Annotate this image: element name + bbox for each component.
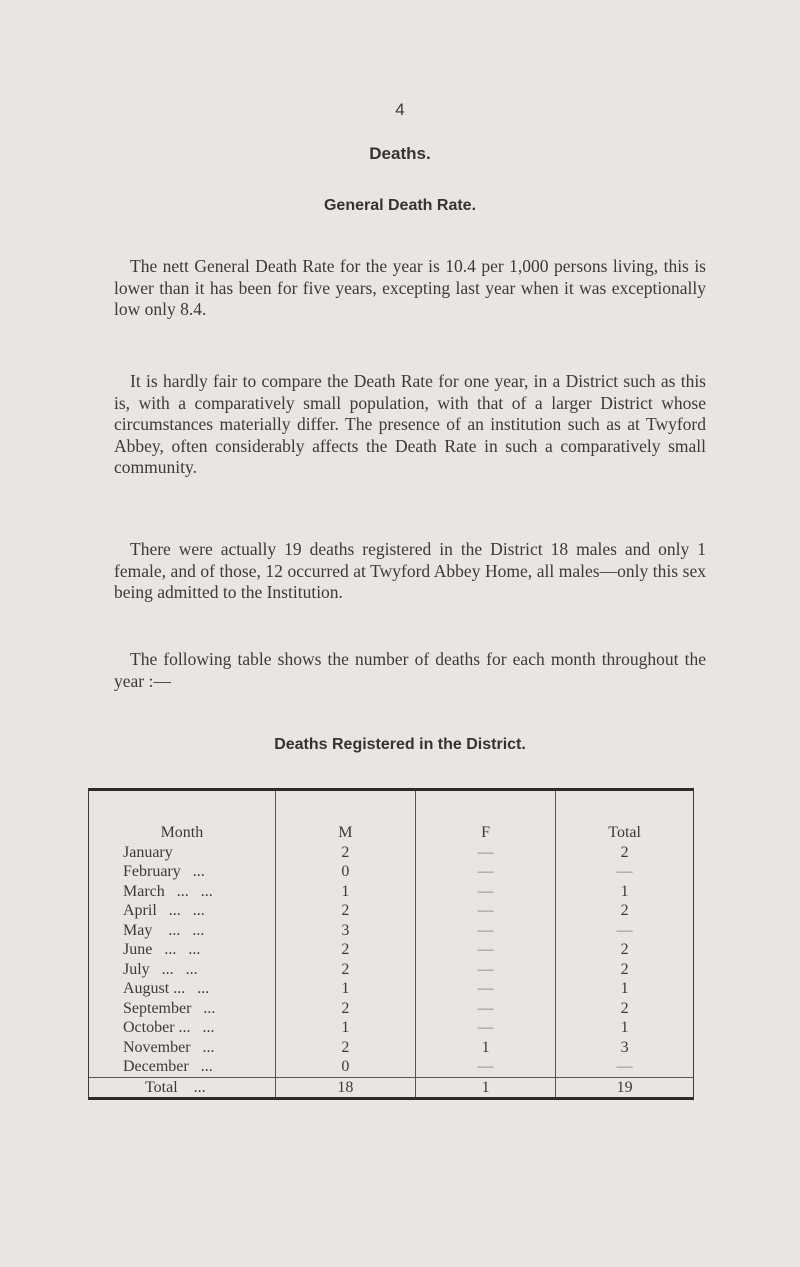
row-f: — — [416, 882, 556, 902]
row-m: 1 — [275, 979, 415, 999]
row-m: 2 — [275, 999, 415, 1019]
row-total: 2 — [556, 999, 693, 1019]
header-f: F — [416, 791, 556, 843]
row-f: 1 — [416, 1038, 556, 1058]
row-total: — — [556, 862, 693, 882]
row-m: 0 — [275, 1057, 415, 1077]
row-f: — — [416, 901, 556, 921]
table-row — [89, 1057, 693, 1077]
row-m: 0 — [275, 862, 415, 882]
row-m: 1 — [275, 882, 415, 902]
row-month: April ... ... — [123, 902, 205, 919]
row-m: 2 — [275, 960, 415, 980]
header-m: M — [275, 791, 415, 843]
paragraph-text: There were actually 19 deaths registered in the District 18 males and only 1 female, and of those, 12 occurred at Twyford Abbey Home, all males—only this sex being admitted to the Institution. — [114, 539, 706, 602]
paragraph-comparison — [114, 371, 706, 479]
row-month: October ... ... — [123, 1019, 215, 1036]
table-row — [89, 862, 693, 882]
row-total: 2 — [556, 940, 693, 960]
table-header-row — [89, 791, 693, 843]
row-month: August ... ... — [123, 980, 210, 997]
page-number: 4 — [395, 100, 405, 119]
total-m: 18 — [275, 1077, 415, 1097]
total-label: Total ... — [89, 1077, 275, 1097]
row-f: — — [416, 940, 556, 960]
row-total: — — [556, 921, 693, 941]
row-total: — — [556, 1057, 693, 1077]
table-row — [89, 999, 693, 1019]
table-title: Deaths Registered in the District. — [274, 736, 526, 753]
table-row — [89, 843, 693, 863]
row-f: — — [416, 1018, 556, 1038]
row-total: 2 — [556, 843, 693, 863]
row-month: September ... — [123, 999, 216, 1017]
row-f: — — [416, 999, 556, 1019]
deaths-table — [88, 788, 694, 1100]
deaths-table-grid — [89, 791, 693, 1097]
table-row — [89, 882, 693, 902]
section-title: Deaths. — [369, 144, 431, 163]
total-total: 19 — [556, 1077, 693, 1097]
paragraph-death-rate — [114, 256, 706, 321]
table-row — [89, 1038, 693, 1058]
table-row — [89, 921, 693, 941]
row-total: 1 — [556, 882, 693, 902]
paragraph-text: The following table shows the number of deaths for each month throughout the year :— — [114, 649, 706, 691]
row-total: 2 — [556, 960, 693, 980]
row-month: December ... — [123, 1058, 213, 1075]
row-m: 2 — [275, 940, 415, 960]
header-total: Total — [556, 791, 693, 843]
row-m: 3 — [275, 921, 415, 941]
row-total: 1 — [556, 1018, 693, 1038]
row-total: 2 — [556, 901, 693, 921]
total-f: 1 — [416, 1077, 556, 1097]
row-month: June ... ... — [123, 941, 201, 958]
table-row — [89, 960, 693, 980]
row-f: — — [416, 862, 556, 882]
table-row — [89, 940, 693, 960]
row-month: March ... ... — [123, 882, 213, 900]
paragraph-table-intro — [114, 649, 706, 692]
row-total: 1 — [556, 979, 693, 999]
row-month: May ... ... — [123, 921, 205, 939]
row-month: November ... — [123, 1038, 215, 1056]
row-m: 2 — [275, 901, 415, 921]
row-f: — — [416, 843, 556, 863]
paragraph-deaths-registered — [114, 539, 706, 604]
row-f: — — [416, 1057, 556, 1077]
table-total-row — [89, 1077, 693, 1097]
header-month: Month — [160, 824, 204, 841]
row-f: — — [416, 960, 556, 980]
row-total: 3 — [556, 1038, 693, 1058]
row-month: January — [123, 843, 173, 861]
row-f: — — [416, 979, 556, 999]
paragraph-text: The nett General Death Rate for the year is 10.4 per 1,000 persons living, this is lower than it has been for five years, excepting last year when it was exceptionally low only 8.4. — [114, 256, 706, 319]
row-m: 1 — [275, 1018, 415, 1038]
table-row — [89, 901, 693, 921]
table-row — [89, 979, 693, 999]
row-month: July ... ... — [123, 960, 198, 978]
subsection-title: General Death Rate. — [323, 197, 477, 214]
row-month: February ... — [123, 863, 205, 880]
table-row — [89, 1018, 693, 1038]
paragraph-text: It is hardly fair to compare the Death Rate for one year, in a District such as this is, with a comparatively small population, with that of a larger District whose circumstances materially differ. The presence of an institution such as at Twyford Abbey, often considerably affects the Death Rate in such a comparatively small community. — [114, 371, 706, 477]
row-f: — — [416, 921, 556, 941]
row-m: 2 — [275, 843, 415, 863]
row-m: 2 — [275, 1038, 415, 1058]
